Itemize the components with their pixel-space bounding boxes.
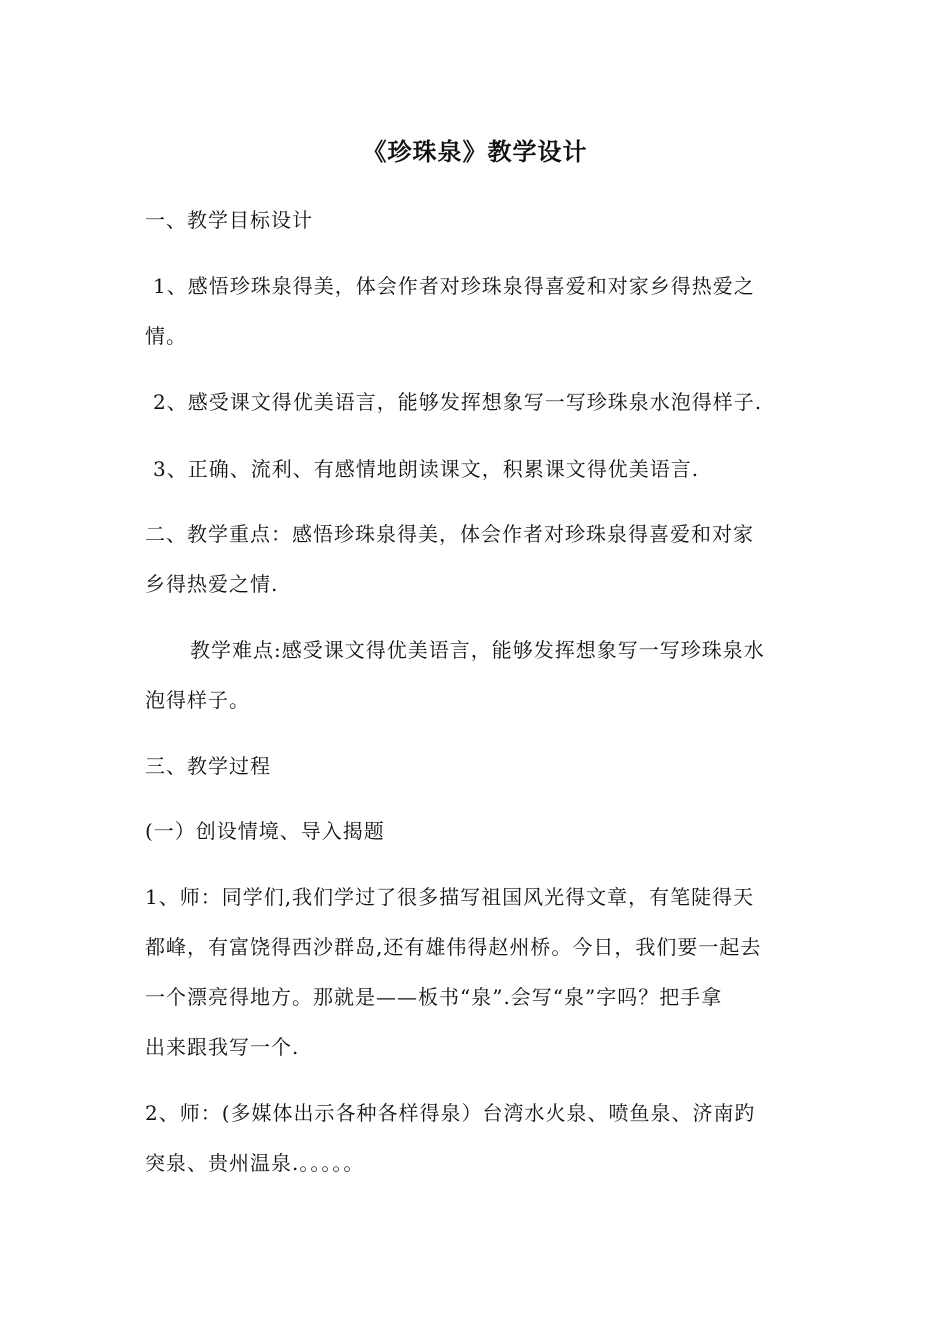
key-point-line-1: 二、教学重点：感悟珍珠泉得美，体会作者对珍珠泉得喜爱和对家 <box>145 522 754 546</box>
subsection-heading-intro: (一）创设情境、导入揭题 <box>145 819 385 843</box>
objective-2: 2、感受课文得优美语言，能够发挥想象写一写珍珠泉水泡得样子. <box>153 390 763 414</box>
section-heading-objectives: 一、教学目标设计 <box>145 208 313 232</box>
difficulty-line-1: 教学难点:感受课文得优美语言，能够发挥想象写一写珍珠泉水 <box>190 638 765 662</box>
step-2-line-2: 突泉、贵州温泉.。。。。。 <box>145 1151 365 1175</box>
step-2-line-1: 2、师：(多媒体出示各种各样得泉）台湾水火泉、喷鱼泉、济南趵 <box>145 1101 756 1125</box>
document-title: 《珍珠泉》教学设计 <box>362 137 588 166</box>
step-1-line-1: 1、师：同学们,我们学过了很多描写祖国风光得文章，有笔陡得天 <box>145 885 755 909</box>
objective-1-line-2: 情。 <box>145 324 187 348</box>
objective-3: 3、正确、流利、有感情地朗读课文，积累课文得优美语言. <box>153 457 700 481</box>
difficulty-line-2: 泡得样子。 <box>145 688 250 712</box>
step-1-line-4: 出来跟我写一个. <box>145 1035 300 1059</box>
key-point-line-2: 乡得热爱之情. <box>145 572 279 596</box>
objective-1-line-1: 1、感悟珍珠泉得美，体会作者对珍珠泉得喜爱和对家乡得热爱之 <box>153 274 755 298</box>
step-1-line-3: 一个漂亮得地方。那就是——板书“泉”.会写“泉”字吗？把手拿 <box>145 985 723 1009</box>
section-heading-process: 三、教学过程 <box>145 754 271 778</box>
step-1-line-2: 都峰，有富饶得西沙群岛,还有雄伟得赵州桥。今日，我们要一起去 <box>145 935 762 959</box>
